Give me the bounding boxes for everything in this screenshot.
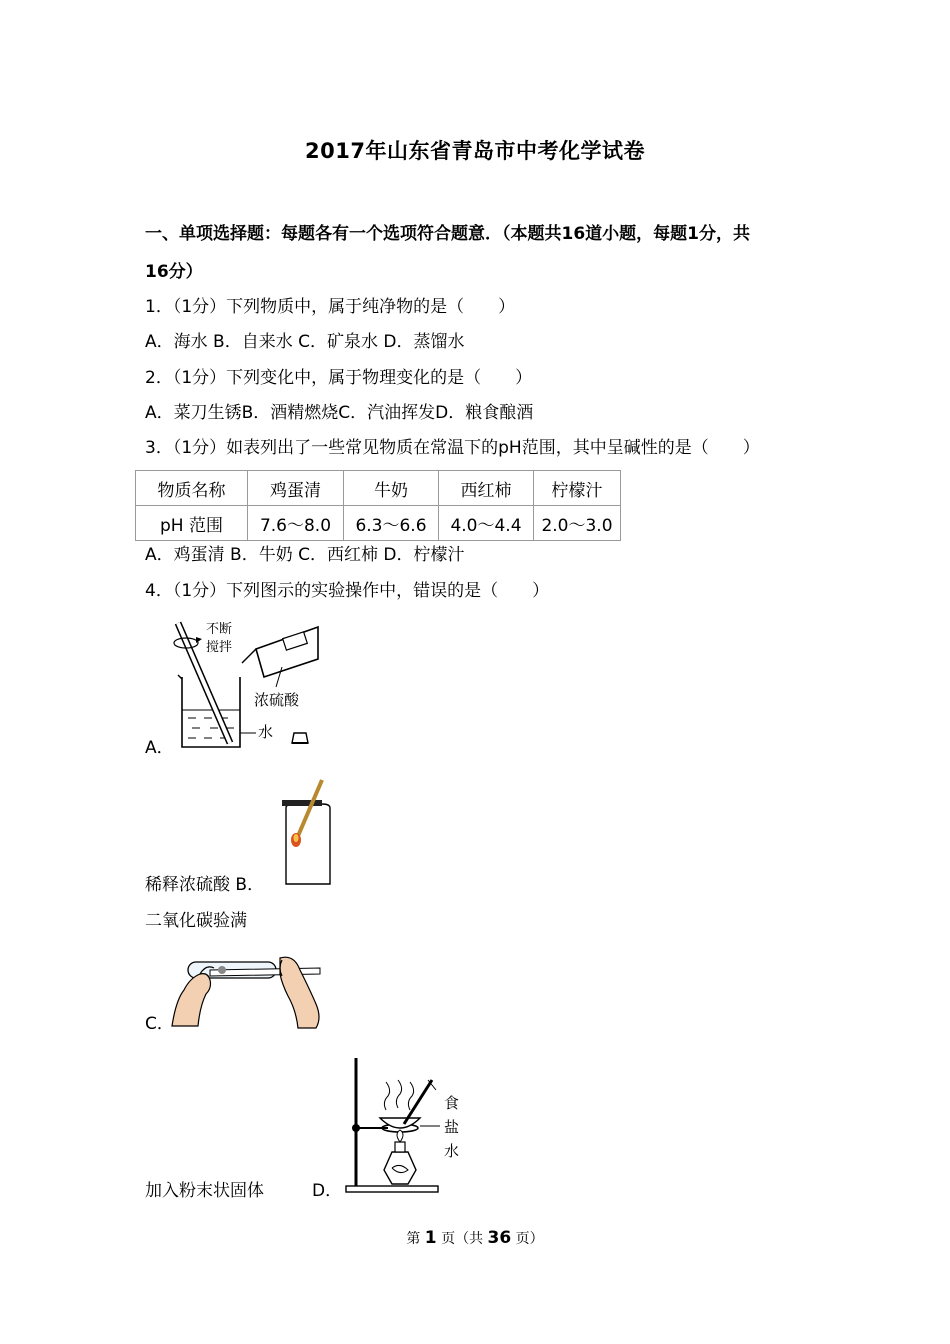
footer-middle: 页（共 bbox=[436, 1231, 488, 1247]
ph-table bbox=[135, 470, 621, 541]
evaporation-figure bbox=[340, 1052, 470, 1198]
table-cell: 6.3～6.6 bbox=[344, 506, 439, 541]
q2-stem: 2．（1分）下列变化中，属于物理变化的是（ ） bbox=[145, 368, 533, 388]
q4-c-caption: 加入粉末状固体 bbox=[145, 1181, 264, 1201]
salt-water-label-2: 盐 bbox=[444, 1118, 460, 1136]
table-cell: 2.0～3.0 bbox=[534, 506, 621, 541]
dilution-figure bbox=[160, 615, 330, 755]
table-cell: 柠檬汁 bbox=[534, 471, 621, 506]
q3-options: A．鸡蛋清 B．牛奶 C．西红柿 D．柠檬汁 bbox=[145, 545, 465, 565]
q2-options: A．菜刀生锈B．酒精燃烧C．汽油挥发D．粮食酿酒 bbox=[145, 403, 534, 423]
q1-options: A．海水 B．自来水 C．矿泉水 D．蒸馏水 bbox=[145, 332, 465, 352]
q4-a-label: A． bbox=[145, 738, 174, 758]
stir-label-2: 搅拌 bbox=[206, 640, 233, 655]
co2-test-figure bbox=[270, 778, 340, 890]
water-label: 水 bbox=[258, 723, 274, 741]
page-title: 2017年山东省青岛市中考化学试卷 bbox=[305, 139, 645, 163]
page-footer bbox=[0, 1228, 950, 1248]
q3-stem: 3．（1分）如表列出了一些常见物质在常温下的pH范围，其中呈碱性的是（ ） bbox=[145, 438, 760, 458]
q4-a-caption-b-label: 稀释浓硫酸 B． bbox=[145, 875, 265, 895]
footer-total-pages: 36 bbox=[487, 1228, 512, 1248]
table-cell: 7.6～8.0 bbox=[248, 506, 344, 541]
stir-label-1: 不断 bbox=[206, 622, 233, 637]
q4-stem: 4．（1分）下列图示的实验操作中，错误的是（ ） bbox=[145, 581, 550, 601]
table-cell: 物质名称 bbox=[136, 471, 248, 506]
table-row bbox=[136, 471, 621, 506]
table-cell: pH 范围 bbox=[136, 506, 248, 541]
table-cell: 鸡蛋清 bbox=[248, 471, 344, 506]
table-cell: 西红柿 bbox=[439, 471, 534, 506]
footer-suffix: 页） bbox=[511, 1231, 544, 1247]
q4-d-label: D． bbox=[312, 1181, 343, 1201]
section-heading-line2: 16分） bbox=[145, 262, 203, 282]
salt-water-label-3: 水 bbox=[444, 1142, 460, 1160]
footer-prefix: 第 bbox=[406, 1231, 425, 1247]
acid-label: 浓硫酸 bbox=[254, 691, 300, 709]
footer-page-number: 1 bbox=[424, 1228, 437, 1248]
q4-c-label: C． bbox=[145, 1014, 174, 1034]
q1-stem: 1．（1分）下列物质中，属于纯净物的是（ ） bbox=[145, 297, 516, 317]
salt-water-label-1: 食 bbox=[444, 1094, 460, 1112]
table-row bbox=[136, 506, 621, 541]
section-heading-line1: 一、单项选择题：每题各有一个选项符合题意．（本题共16道小题，每题1分，共 bbox=[145, 224, 750, 244]
q4-b-caption: 二氧化碳验满 bbox=[145, 911, 247, 931]
table-cell: 牛奶 bbox=[344, 471, 439, 506]
powder-addition-figure bbox=[170, 950, 330, 1032]
table-cell: 4.0～4.4 bbox=[439, 506, 534, 541]
